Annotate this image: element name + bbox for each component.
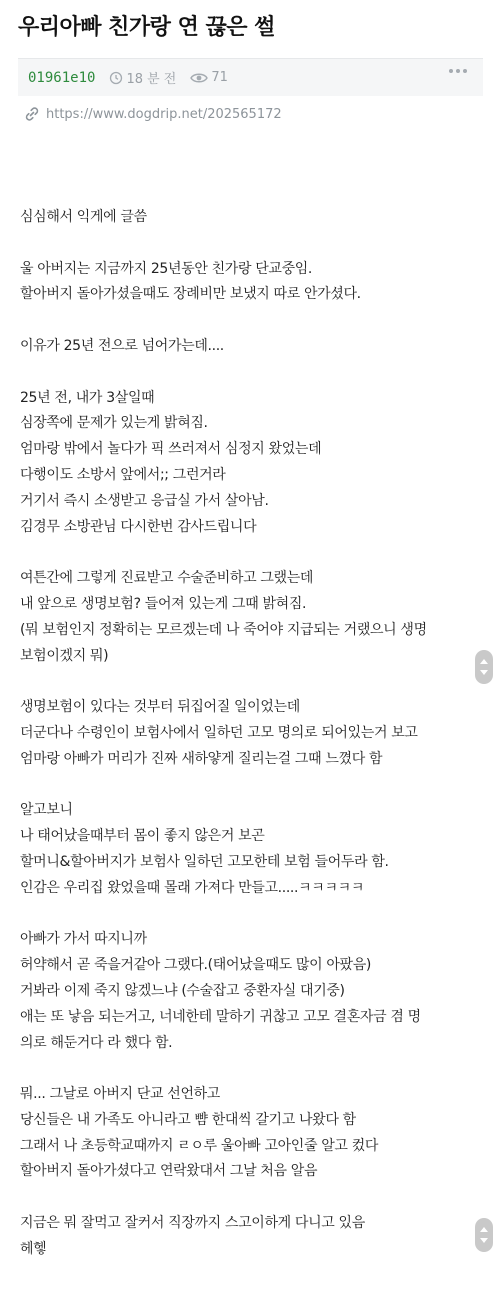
body-line: 이유가 25년 전으로 넘어가는데.... [20,337,224,354]
body-line: 할아버지 돌아가셨다고 연락왔대서 그날 처음 알음 [20,1163,318,1180]
body-line: 당신들은 내 가족도 아니라고 뺨 한대씩 갈기고 나왔다 함 [20,1111,356,1128]
blank-line [20,669,490,695]
body-line: 지금은 뭐 잘먹고 잘커서 직장까지 스고이하게 다니고 있음 [20,1215,365,1232]
scroll-handle-upper[interactable] [475,650,493,684]
more-dots-icon[interactable] [449,69,467,73]
post-title: 우리아빠 친가랑 연 끊은 썰 [18,15,275,40]
clock-icon [109,71,123,85]
blank-line [20,540,490,566]
blank-line [20,308,490,334]
body-line: 나 태어났을때부터 몸이 좋지 않은거 보곤 [20,828,265,845]
body-line: 할아버지 돌아가셨을때도 장례비만 보냈지 따로 안가셨다. [20,286,361,303]
body-line: 내 앞으로 생명보험? 들어져 있는게 그때 밝혀짐. [20,595,307,612]
scroll-handle-lower[interactable] [475,1218,493,1252]
body-line: 더군다나 수령인이 보험사에서 일하던 고모 명의로 되어있는거 보고 [20,724,418,741]
body-line: 애는 또 낳음 되는거고, 너네한테 말하기 귀찮고 고모 결혼자금 겸 명 [20,1008,421,1025]
post-views-count: 71 [211,70,228,85]
body-line: 뭐... 그날로 아버지 단교 선언하고 [20,1086,220,1103]
blank-line [20,1056,490,1082]
body-line: 인감은 우리집 왔었을때 몰래 가져다 만들고.....ㅋㅋㅋㅋㅋ [20,879,365,896]
body-line: 심심해서 익게에 글씀 [20,209,147,225]
body-line: 허약해서 곧 죽을거같아 그랬다.(태어났을때도 많이 아팠음) [20,957,371,974]
body-line: 거기서 즉시 소생받고 응급실 가서 살아남. [20,492,269,509]
body-line: 생명보험이 있다는 것부터 뒤집어질 일이었는데 [20,699,300,716]
body-line: 거봐라 이제 죽지 않겠느냐 (수술잡고 중환자실 대기중) [20,982,345,999]
body-line: 다행이도 소방서 앞에서;; 그런거라 [20,466,226,483]
eye-icon [190,72,208,84]
body-line: 울 아버지는 지금까지 25년동안 친가랑 단교중임. [20,260,313,277]
body-line: 헤헿 [20,1240,47,1257]
body-line: 심장쪽에 문제가 있는게 밝혀짐. [20,415,208,432]
blank-line [20,231,490,257]
post-meta-bar [18,58,483,96]
post-url-row[interactable] [24,106,282,122]
body-line: (뭐 보험인지 정확히는 모르겠는데 나 죽어야 지급되는 거랬으니 생명 [20,621,427,638]
body-line: 엄마랑 밖에서 놀다가 픽 쓰러져서 심정지 왔었는데 [20,441,322,458]
link-icon [24,106,40,122]
body-line: 할머니&할아버지가 보험사 일하던 고모한테 보험 들어두라 함. [20,853,389,870]
blank-line [20,1185,490,1211]
post-url[interactable]: https://www.dogdrip.net/202565172 [46,106,282,122]
body-line: 보험이겠지 뭐) [20,647,109,664]
blank-line [20,773,490,799]
body-line: 그래서 나 초등학교때까지 ㄹㅇ루 울아빠 고아인줄 알고 컸다 [20,1137,379,1154]
body-line: 의로 해둔거다 라 했다 함. [20,1034,173,1051]
body-line: 알고보니 [20,802,73,819]
blank-line [20,360,490,386]
body-line: 25년 전, 내가 3살일때 [20,389,155,406]
post-time [109,68,176,87]
blank-line [20,902,490,928]
body-line: 엄마랑 아빠가 머리가 진짜 새하얗게 질리는걸 그때 느꼈다 함 [20,750,383,767]
body-line: 여튼간에 그렇게 진료받고 수술준비하고 그랬는데 [20,570,314,587]
post-time-text: 18 분 전 [126,72,177,87]
post-views [190,70,228,85]
post-body [20,205,490,1263]
body-line: 아빠가 가서 따지니까 [20,931,147,948]
body-line: 김경무 소방관님 다시한번 감사드립니다 [20,518,257,535]
author-name[interactable]: 01961e10 [28,69,96,86]
